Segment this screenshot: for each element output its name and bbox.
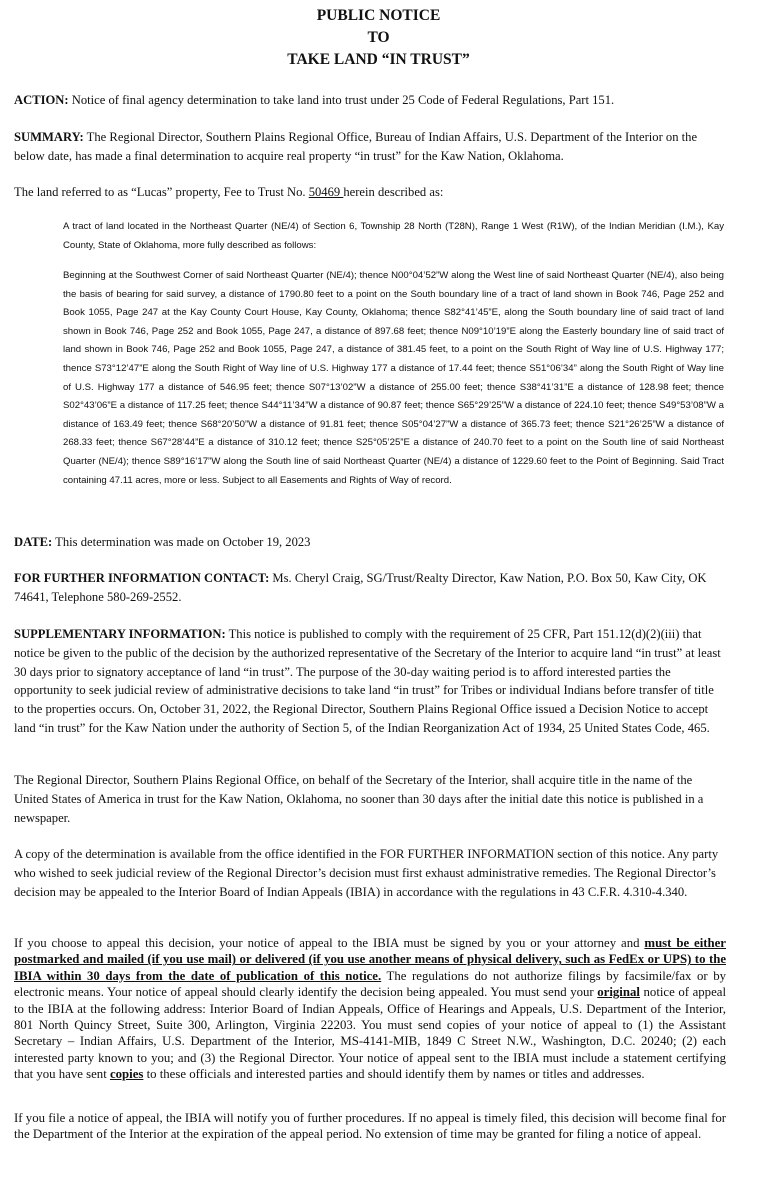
appeal-original-emphasis: original — [597, 985, 640, 1000]
action-label: ACTION: — [14, 93, 69, 107]
date-paragraph — [14, 533, 726, 552]
contact-label: FOR FURTHER INFORMATION CONTACT: — [14, 571, 270, 585]
action-paragraph — [14, 91, 726, 110]
summary-label: SUMMARY: — [14, 130, 84, 144]
legal-description-metes-bounds: Beginning at the Southwest Corner of said Northeast Quarter (NE/4); thence N00°04’52”W along the West line of said Northeast Quarter (NE/4), also being the basis of bearing for said survey, a distance of 1790.80 feet to a point on the South boundary line of a tract of land shown in Book 746, Page 252 and Book 1055, Page 247 at the Kay County Court House, Kay County, Oklahoma; thence S82°41’45”E, along the South boundary line of said tract of land shown in Book 746, Page 252 and Book 1055, Page 247, a distance of 897.68 feet; thence N09°10’19”E along the Easterly boundary line of said tract of land shown in Book 746, Page 252 and Book 1055, Page 247, a distance of 381.45 feet, to a point on the South Right of Way line of U.S. Highway 177; thence S73°12’47”E along the South Right of Way line of U.S. Highway 177 a distance of 17.44 feet; thence S51°06’34” along the South Right of Way line of U.S. Highway 177 a distance of 546.95 feet; thence S07°13’02”W a distance of 255.00 feet; thence S38°41’31”E a distance of 128.98 feet; thence S02°43’06”E a distance of 117.25 feet; thence S44°11’34”W a distance of 90.87 feet; thence S65°29’25”W a distance of 224.10 feet; thence S49°53’08”W a distance of 163.49 feet; thence S68°20’50”W a distance of 91.81 feet; thence S05°04’27”W a distance of 365.73 feet; thence S21°26’25”W a distance of 268.33 feet; thence S67°28’44”E a distance of 310.12 feet; thence S25°05’25”E a distance of 240.70 feet to a point on the South line of said Northeast Quarter (NE/4); thence S89°16’17”W along the South line of said Northeast Quarter (NE/4) a distance of 1229.60 feet to the Point of Beginning. Said Tract containing 47.11 acres, more or less. Subject to all Easements and Rights of Way of record. — [63, 270, 724, 486]
appeal-text-3: notice of appeal to the IBIA at the following address: Interior Board of Indian Appeals, Office of Hearings and Appeals, U.S. Department of the Interior, 801 North Quincy Street, Suite 300, Arlington, Virginia 22203. You must send copies of your notice of appeal to (1) the Assistant Secretary – Indian Affairs, U.S. Department of the Interior, MS-4141-MIB, 1849 C Street N.W., Washington, D.C. 20240; (2) each interested party known to you; and (3) the Regional Director. Your notice of appeal sent to the IBIA must include a statement certifying that you have sent — [14, 985, 726, 1082]
contact-text: Ms. Cheryl Craig, SG/Trust/Realty Director, Kaw Nation, P.O. Box 50, Kaw City, OK 74641, Telephone 580-269-2552. — [14, 571, 707, 604]
final-paragraph: If you file a notice of appeal, the IBIA will notify you of further procedures. If no appeal is timely filed, this decision will become final for the Department of the Interior at the expiration of the appeal period. No extension of time may be granted for filing a notice of appeal. — [14, 1111, 726, 1142]
regional-director-paragraph: The Regional Director, Southern Plains Regional Office, on behalf of the Secretary of the Interior, shall acquire title in the name of the United States of America in trust for the Kaw Nation, Oklahoma, no sooner than 30 days after the initial date this notice is published in a newspaper. — [14, 773, 704, 825]
legal-description-intro: A tract of land located in the Northeast Quarter (NE/4) of Section 6, Township 28 North (T28N), Range 1 West (R1W), of the Indian Meridian (I.M.), Kay County, State of Oklahoma, more fully described as follows: — [63, 221, 724, 251]
contact-paragraph — [14, 569, 726, 607]
appeal-deadline-emphasis: must be either postmarked and mailed (if you use mail) or delivered (if you use another means of physical delivery, such as FedEx or UPS) to the IBIA within 30 days from the date of publication of this notice. — [14, 936, 726, 983]
supplementary-label: SUPPLEMENTARY INFORMATION: — [14, 627, 226, 641]
date-text: This determination was made on October 19, 2023 — [52, 535, 311, 549]
appeal-text-1: If you choose to appeal this decision, your notice of appeal to the IBIA must be signed by you or your attorney and — [14, 936, 645, 950]
copy-of-determination-paragraph: A copy of the determination is available from the office identified in the FOR FURTHER INFORMATION section of this notice. Any party who wished to seek judicial review of the Regional Director’s decision must first exhaust administrative remedies. The Regional Director’s decision may be appealed to the Interior Board of Indian Appeals (IBIA) in accordance with the regulations in 43 C.F.R. 4.310-4.340. — [14, 847, 719, 899]
notice-title-line2: TO — [367, 29, 390, 46]
appeal-paragraph — [14, 935, 726, 1083]
action-text: Notice of final agency determination to take land into trust under 25 Code of Federal Regulations, Part 151. — [68, 93, 615, 107]
land-reference-before: The land referred to as “Lucas” property, Fee to Trust No. — [14, 185, 309, 199]
notice-title-line3: TAKE LAND “IN TRUST” — [287, 51, 470, 68]
supplementary-paragraph — [14, 625, 726, 738]
summary-text: The Regional Director, Southern Plains Regional Office, Bureau of Indian Affairs, U.S. Department of the Interior on the below date, has made a final determination to acquire real property “in trust” for the Kaw Nation, Oklahoma. — [14, 130, 698, 163]
land-reference-after: herein described as: — [343, 185, 444, 199]
date-label: DATE: — [14, 535, 53, 549]
appeal-text-2: The regulations do not authorize filings by facsimile/fax or by electronic means. Your notice of appeal should clearly identify the decision being appealed. You must send your — [14, 968, 727, 1000]
appeal-text-4: to these officials and interested parties and should identify them by names or titles and addresses. — [143, 1067, 645, 1082]
appeal-copies-emphasis: copies — [109, 1067, 144, 1082]
supplementary-text: This notice is published to comply with the requirement of 25 CFR, Part 151.12(d)(2)(iii) that notice be given to the public of the decision by the authorized representative of the Secretary of the Interior to acquire land “in trust” at least 30 days prior to signatory acceptance of land “in trust”. The purpose of the 30-day waiting period is to afford interested parties the opportunity to seek judicial review of administrative decisions to take land “in trust” for Tribes or individual Indians before transfer of title to the properties occurs. On, October 31, 2022, the Regional Director, Southern Plains Regional Office issued a Decision Notice to accept land “in trust” for the Kaw Nation under the authority of Section 5, of the Indian Reorganization Act of 1934, 25 United States Code, 465. — [14, 627, 721, 735]
notice-title-line1: PUBLIC NOTICE — [316, 7, 441, 24]
land-reference-paragraph — [14, 183, 726, 202]
summary-paragraph — [14, 128, 726, 166]
fee-to-trust-number: 50469 — [308, 185, 344, 199]
